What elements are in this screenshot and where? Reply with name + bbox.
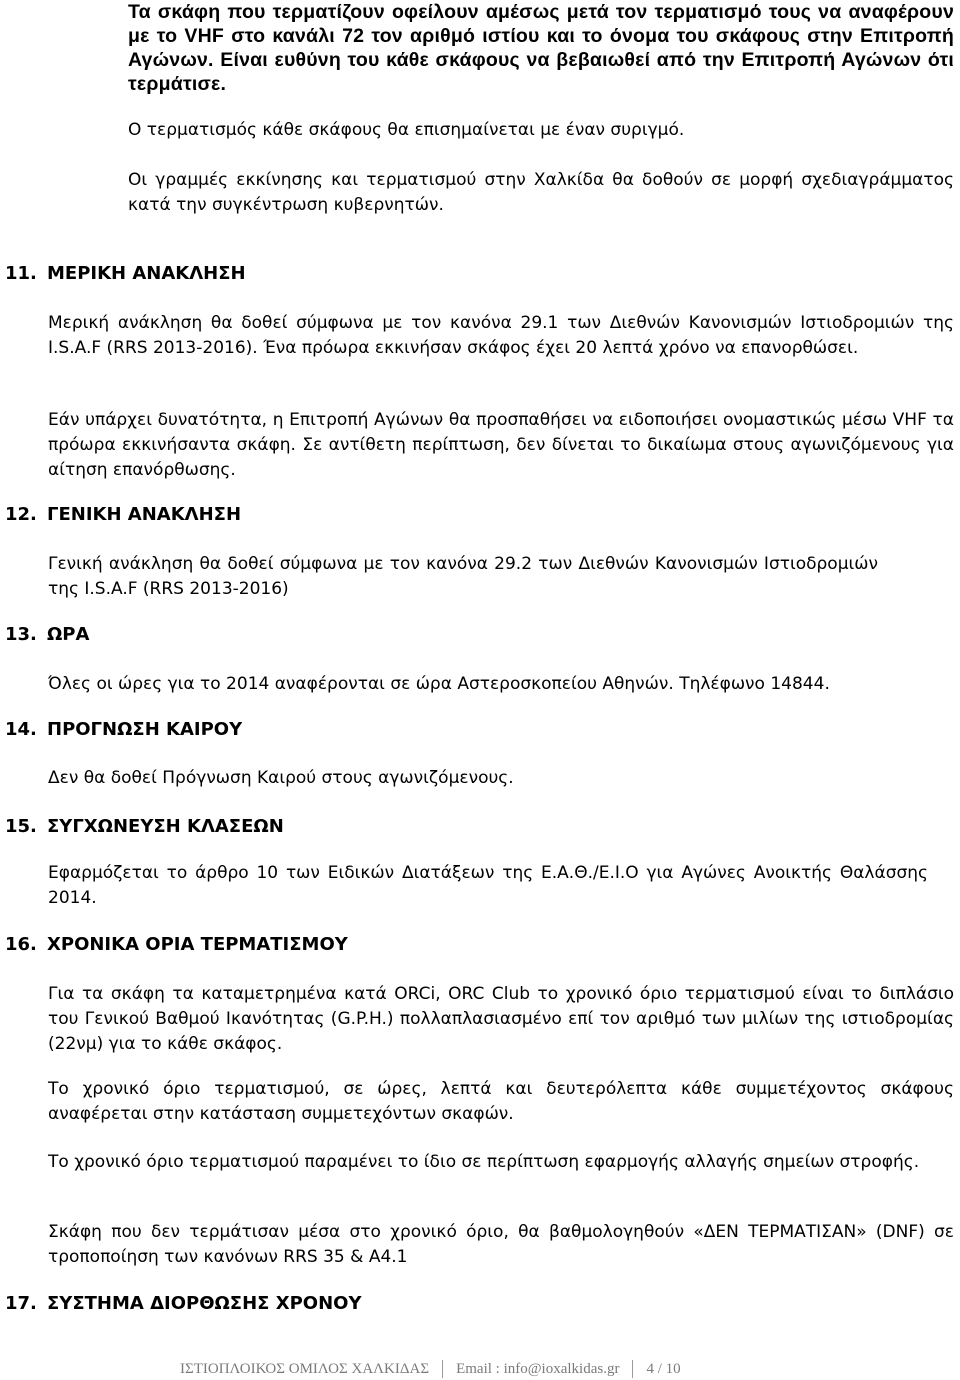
section-title: ΧΡΟΝΙΚΑ ΟΡΙΑ ΤΕΡΜΑΤΙΣΜΟΥ (47, 934, 348, 955)
section-title: ΣΥΣΤΗΜΑ ΔΙΟΡΘΩΣΗΣ ΧΡΟΝΟΥ (47, 1293, 362, 1314)
finish-report-paragraph: Τα σκάφη που τερματίζουν οφείλουν αμέσως μετά τον τερματισμό τους να αναφέρουν με το VHF στο κανάλι 72 τον αριθμό ιστίου και το όνομα του σκάφους στην Επιτροπή Αγώνων. Είναι ευθύνη του κάθε σκάφους να βεβαιωθεί από την Επιτροπή Αγώνων ότι τερμάτισε. (128, 1, 954, 95)
section-paragraph: Όλες οι ώρες για το 2014 αναφέρονται σε ώρα Αστεροσκοπείου Αθηνών. Τηλέφωνο 14844. (48, 674, 830, 694)
section-paragraph: Εάν υπάρχει δυνατότητα, η Επιτροπή Αγώνων θα προσπαθήσει να ειδοποιήσει ονομαστικώς μέσω VHF τα πρόωρα εκκινήσαντα σκάφη. Σε αντίθετη περίπτωση, δεν δίνεται το δικαίωμα στους αγωνιζόμενους για αίτηση επανόρθωσης. (48, 410, 954, 480)
footer-club-name: ΙΣΤΙΟΠΛΟΙΚΟΣ ΟΜΙΛΟΣ ΧΑΛΚΙΔΑΣ (180, 1360, 430, 1377)
section-title: ΜΕΡΙΚΗ ΑΝΑΚΛΗΣΗ (47, 263, 246, 284)
section-number: 17. (5, 1293, 37, 1314)
section-paragraph: Το χρονικό όριο τερματισμού, σε ώρες, λεπτά και δευτερόλεπτα κάθε συμμετέχοντος σκάφους αναφέρεται στην κατάσταση συμμετεχόντων σκαφών. (48, 1079, 954, 1124)
start-finish-lines-paragraph: Οι γραμμές εκκίνησης και τερματισμού στην Χαλκίδα θα δοθούν σε μορφή σχεδιαγράμματος κατά την συγκέντρωση κυβερνητών. (128, 170, 954, 215)
page-footer (180, 1360, 780, 1378)
section-paragraph: Εφαρμόζεται το άρθρο 10 των Ειδικών Διατάξεων της Ε.Α.Θ./Ε.Ι.Ο για Αγώνες Ανοικτής Θαλάσσης 2014. (48, 863, 928, 908)
section-heading (5, 815, 284, 839)
section-number: 11. (5, 263, 37, 284)
section-title: ΩΡΑ (47, 624, 90, 645)
footer-divider (442, 1360, 443, 1378)
section-number: 13. (5, 624, 37, 645)
section-paragraph: Για τα σκάφη τα καταμετρημένα κατά ORCi, ORC Club το χρονικό όριο τερματισμού είναι το διπλάσιο του Γενικού Βαθμού Ικανότητας (G.P.H.) πολλαπλασιασμένο επί τον αριθμό των μιλίων της ιστιοδρομίας (22νμ) για το κάθε σκάφος. (48, 984, 954, 1054)
section-heading (5, 718, 242, 742)
section-paragraph: Δεν θα δοθεί Πρόγνωση Καιρού στους αγωνιζόμενους. (48, 768, 514, 788)
section-heading (5, 623, 89, 647)
section-paragraph: Σκάφη που δεν τερμάτισαν μέσα στο χρονικό όριο, θα βαθμολογηθούν «ΔΕΝ ΤΕΡΜΑΤΙΣΑΝ» (DNF) σε τροποποίηση των κανόνων RRS 35 & A4.1 (48, 1222, 954, 1267)
section-paragraph: Το χρονικό όριο τερματισμού παραμένει το ίδιο σε περίπτωση εφαρμογής αλλαγής σημείων στροφής. (48, 1152, 920, 1172)
footer-divider (632, 1360, 633, 1378)
section-number: 14. (5, 719, 37, 740)
section-number: 12. (5, 504, 37, 525)
footer-email[interactable]: Email : info@ioxalkidas.gr (456, 1360, 620, 1377)
footer-page-number: 4 / 10 (646, 1360, 681, 1377)
section-title: ΓΕΝΙΚΗ ΑΝΑΚΛΗΣΗ (47, 504, 242, 525)
section-paragraph: Γενική ανάκληση θα δοθεί σύμφωνα με τον κανόνα 29.2 των Διεθνών Κανονισμών Ιστιοδρομιών της I.S.A.F (RRS 2013-2016) (48, 554, 878, 599)
section-heading (5, 262, 246, 286)
section-paragraph: Μερική ανάκληση θα δοθεί σύμφωνα με τον κανόνα 29.1 των Διεθνών Κανονισμών Ιστιοδρομιών της I.S.A.F (RRS 2013-2016). Ένα πρόωρα εκκινήσαν σκάφος έχει 20 λεπτά χρόνο να επανορθώσει. (48, 313, 954, 358)
section-heading (5, 503, 241, 527)
section-heading (5, 1292, 362, 1316)
section-title: ΠΡΟΓΝΩΣΗ ΚΑΙΡΟΥ (47, 719, 243, 740)
finish-horn-paragraph: Ο τερματισμός κάθε σκάφους θα επισημαίνεται με έναν συριγμό. (128, 120, 685, 140)
section-heading (5, 933, 348, 957)
section-number: 16. (5, 934, 37, 955)
section-title: ΣΥΓΧΩΝΕΥΣΗ ΚΛΑΣΕΩΝ (47, 816, 284, 837)
section-number: 15. (5, 816, 37, 837)
